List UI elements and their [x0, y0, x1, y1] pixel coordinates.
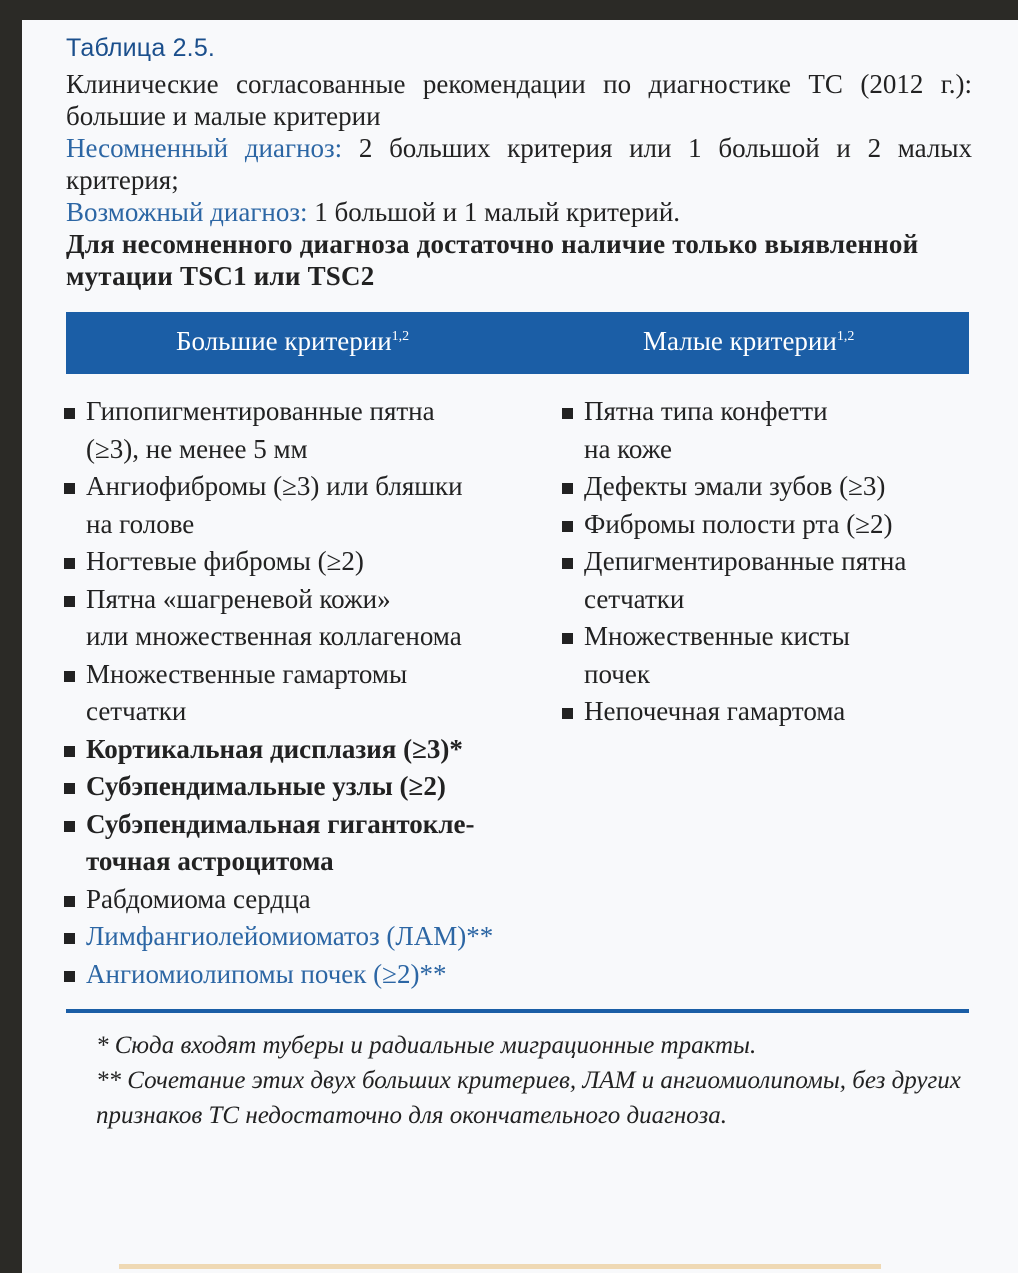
- major-criterion: [64, 468, 564, 543]
- major-criterion-continuation: точная астроцитома: [86, 846, 334, 876]
- minor-criterion-continuation: на коже: [584, 433, 673, 464]
- major-criterion-text: Ногтевые фибромы (≥2): [86, 546, 364, 576]
- square-bullet-icon: [562, 708, 573, 719]
- major-criterion: [64, 656, 564, 731]
- major-criteria-header: Большие критерии$^{1,2}$: [176, 326, 410, 356]
- minor-criterion-text: Пятна типа конфетти: [584, 396, 828, 426]
- square-bullet-icon: [64, 746, 75, 757]
- square-bullet-icon: [64, 896, 75, 907]
- square-bullet-icon: [64, 596, 75, 607]
- minor-criteria-header: Малые критерии$^{1,2}$: [643, 326, 855, 356]
- table-title: Таблица 2.5.: [66, 34, 216, 62]
- major-criterion: [64, 768, 564, 806]
- possible-diagnosis: [66, 196, 972, 228]
- minor-criterion: [562, 393, 982, 468]
- footnote-1: * Сюда входят туберы и радиальные миграционные тракты.: [96, 1032, 757, 1059]
- definite-diagnosis: [66, 132, 972, 196]
- intro-description: Клинические согласованные рекомендации по диагностике ТС (2012 г.): большие и малые критерии: [66, 69, 972, 131]
- decorative-bottom-bar: [119, 1264, 881, 1269]
- minor-criterion-continuation: сетчатки: [584, 583, 685, 614]
- major-criterion: [64, 881, 564, 919]
- major-criterion-text: Кортикальная дисплазия (≥3)*: [86, 733, 463, 764]
- major-criterion-continuation: сетчатки: [86, 696, 187, 726]
- major-criteria-list: [64, 393, 564, 993]
- square-bullet-icon: [562, 483, 573, 494]
- major-criterion: [64, 806, 564, 881]
- major-criterion: [64, 731, 564, 769]
- square-bullet-icon: [562, 521, 573, 532]
- major-criterion: [64, 956, 564, 994]
- table-header: [66, 312, 969, 374]
- major-criterion-text: Субэпендимальная гигантокле-: [86, 808, 475, 839]
- major-criterion-continuation: или множественная коллагенома: [86, 621, 462, 651]
- minor-criterion: [562, 468, 982, 506]
- footnote-2: ** Сочетание этих двух больших критериев, ЛАМ и ангиомиолипомы, без других признаков ТС недостаточно для окончательного диагноза.: [96, 1067, 961, 1129]
- definite-diagnosis-text: 2 больших критерия или 1 большой и 2 малых критерия;: [66, 133, 972, 195]
- square-bullet-icon: [64, 483, 75, 494]
- minor-criteria-sup: 1,2: [836, 329, 855, 344]
- definite-diagnosis-label: Несомненный диагноз:: [66, 133, 343, 163]
- major-criterion-continuation: (≥3), не менее 5 мм: [86, 433, 308, 464]
- major-criterion-text: Множественные гамартомы: [86, 658, 408, 689]
- footnotes: [66, 1028, 972, 1133]
- minor-criterion-continuation: почек: [584, 658, 650, 689]
- mutation-note: Для несомненного диагноза достаточно наличие только выявленной мутации TSC1 или TSC2: [66, 229, 919, 291]
- table-intro: [66, 68, 972, 292]
- major-criterion-text: Гипопигментированные пятна: [86, 396, 435, 426]
- possible-diagnosis-text: 1 большой и 1 малый критерий.: [307, 197, 681, 227]
- minor-criterion: [562, 543, 982, 618]
- square-bullet-icon: [562, 408, 573, 419]
- square-bullet-icon: [64, 558, 75, 569]
- minor-criteria-list: [562, 393, 982, 731]
- possible-diagnosis-label: Возможный диагноз:: [66, 197, 308, 227]
- major-criterion: [64, 543, 564, 581]
- square-bullet-icon: [64, 821, 75, 832]
- minor-criterion-text: Депигментированные пятна: [584, 546, 907, 576]
- minor-criterion-text: Непочечная гамартома: [584, 696, 846, 726]
- major-criterion-text: Пятна «шагреневой кожи»: [86, 583, 391, 614]
- major-criterion-continuation: на голове: [86, 508, 195, 539]
- square-bullet-icon: [562, 558, 573, 569]
- square-bullet-icon: [64, 783, 75, 794]
- square-bullet-icon: [64, 933, 75, 944]
- major-criterion-text: Ангиофибромы (≥3) или бляшки: [86, 471, 463, 501]
- minor-criterion-text: Множественные кисты: [584, 621, 850, 651]
- square-bullet-icon: [64, 408, 75, 419]
- major-criterion-text: Лимфангиолейомиоматоз (ЛАМ)**: [86, 921, 494, 951]
- major-criterion: [64, 393, 564, 468]
- square-bullet-icon: [64, 971, 75, 982]
- major-criterion-text: Рабдомиома сердца: [86, 883, 311, 914]
- major-criterion: [64, 918, 564, 956]
- table-bottom-rule: [66, 1009, 969, 1013]
- minor-criterion: [562, 506, 982, 544]
- minor-criterion-text: Дефекты эмали зубов (≥3): [584, 471, 886, 501]
- major-criteria-sup: 1,2: [391, 329, 410, 344]
- major-criterion-text: Субэпендимальные узлы (≥2): [86, 771, 446, 801]
- minor-criterion: [562, 693, 982, 731]
- square-bullet-icon: [64, 671, 75, 682]
- major-criterion: [64, 581, 564, 656]
- document-page: [22, 20, 1018, 1273]
- minor-criterion: [562, 618, 982, 693]
- major-criterion-text: Ангиомиолипомы почек (≥2)**: [86, 958, 447, 989]
- minor-criterion-text: Фибромы полости рта (≥2): [584, 508, 893, 539]
- square-bullet-icon: [562, 633, 573, 644]
